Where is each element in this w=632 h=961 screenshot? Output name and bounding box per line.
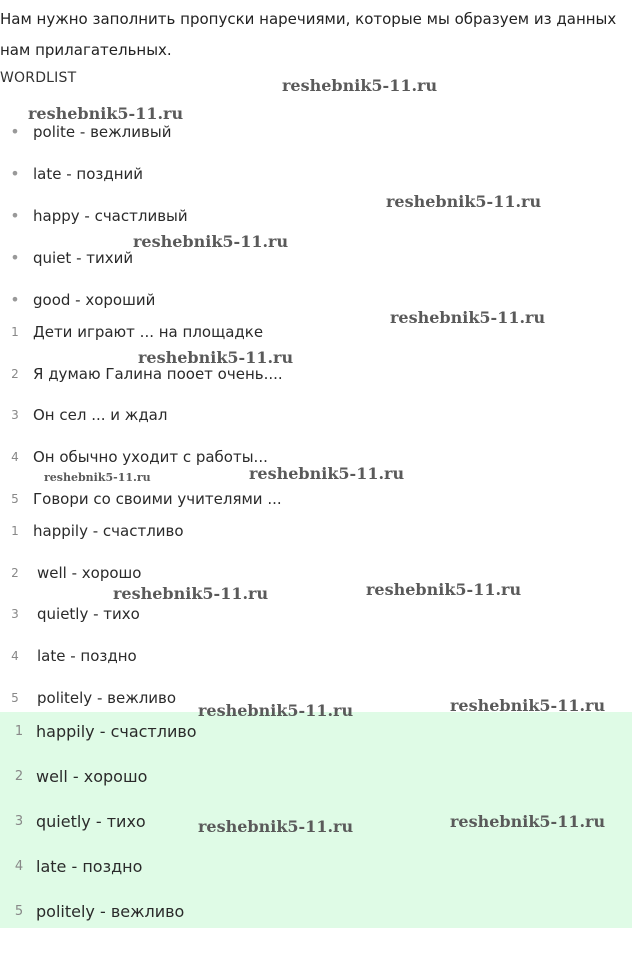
sentence-text: Он обычно уходит с работы... (33, 448, 268, 466)
wordlist-item-text: good - хороший (33, 291, 156, 309)
answer-text: well - хорошо (36, 767, 148, 786)
wordlist-item-text: quiet - тихий (33, 249, 134, 267)
bullet-icon: • (10, 290, 20, 309)
item-number: 2 (11, 367, 19, 381)
item-number: 4 (14, 859, 24, 874)
item-number: 1 (11, 524, 19, 538)
item-number: 2 (14, 769, 24, 784)
sentence-text: Он сел ... и ждал (33, 406, 168, 424)
bullet-icon: • (10, 122, 20, 141)
wordlist-heading: WORDLIST (0, 70, 77, 86)
watermark: reshebnik5-11.ru (133, 232, 289, 251)
wordlist-item-text: polite - вежливый (33, 123, 172, 141)
watermark: reshebnik5-11.ru (44, 471, 151, 484)
watermark: reshebnik5-11.ru (390, 308, 546, 327)
item-number: 3 (11, 607, 19, 621)
item-number: 5 (11, 492, 19, 506)
watermark: reshebnik5-11.ru (366, 580, 522, 599)
sentence-text: Говори со своими учителями ... (33, 490, 282, 508)
answer-text: quietly - тихо (37, 605, 140, 623)
answer-text: well - хорошо (37, 564, 142, 582)
watermark: reshebnik5-11.ru (386, 192, 542, 211)
bullet-icon: • (10, 248, 20, 267)
watermark: reshebnik5-11.ru (198, 817, 354, 836)
watermark: reshebnik5-11.ru (249, 464, 405, 483)
task-description: Нам нужно заполнить пропуски наречиями, которые мы образуем из данных нам прилагательных. (0, 10, 617, 59)
answer-text: politely - вежливо (36, 902, 185, 921)
watermark: reshebnik5-11.ru (450, 812, 606, 831)
item-number: 2 (11, 566, 19, 580)
wordlist-item-text: late - поздний (33, 165, 144, 183)
item-number: 1 (11, 325, 19, 339)
watermark: reshebnik5-11.ru (113, 584, 269, 603)
answer-text: late - поздно (36, 857, 143, 876)
answer-text: politely - вежливо (37, 689, 177, 707)
watermark: reshebnik5-11.ru (198, 701, 354, 720)
watermark: reshebnik5-11.ru (28, 104, 184, 123)
sentence-text: Дети играют ... на площадке (33, 323, 264, 341)
answer-text: happily - счастливо (36, 722, 197, 741)
answer-text: quietly - тихо (36, 812, 146, 831)
sentence-text: Я думаю Галина пооет очень.... (33, 365, 283, 383)
bullet-icon: • (10, 164, 20, 183)
item-number: 3 (11, 408, 19, 422)
item-number: 4 (11, 649, 19, 663)
item-number: 5 (14, 904, 24, 919)
item-number: 4 (11, 450, 19, 464)
answer-text: happily - счастливо (33, 522, 184, 540)
item-number: 5 (11, 691, 19, 705)
wordlist-item-text: happy - счастливый (33, 207, 188, 225)
item-number: 1 (14, 724, 24, 739)
answer-text: late - поздно (37, 647, 137, 665)
bullet-icon: • (10, 206, 20, 225)
item-number: 3 (14, 814, 24, 829)
watermark: reshebnik5-11.ru (450, 696, 606, 715)
watermark: reshebnik5-11.ru (282, 76, 438, 95)
watermark: reshebnik5-11.ru (138, 348, 294, 367)
